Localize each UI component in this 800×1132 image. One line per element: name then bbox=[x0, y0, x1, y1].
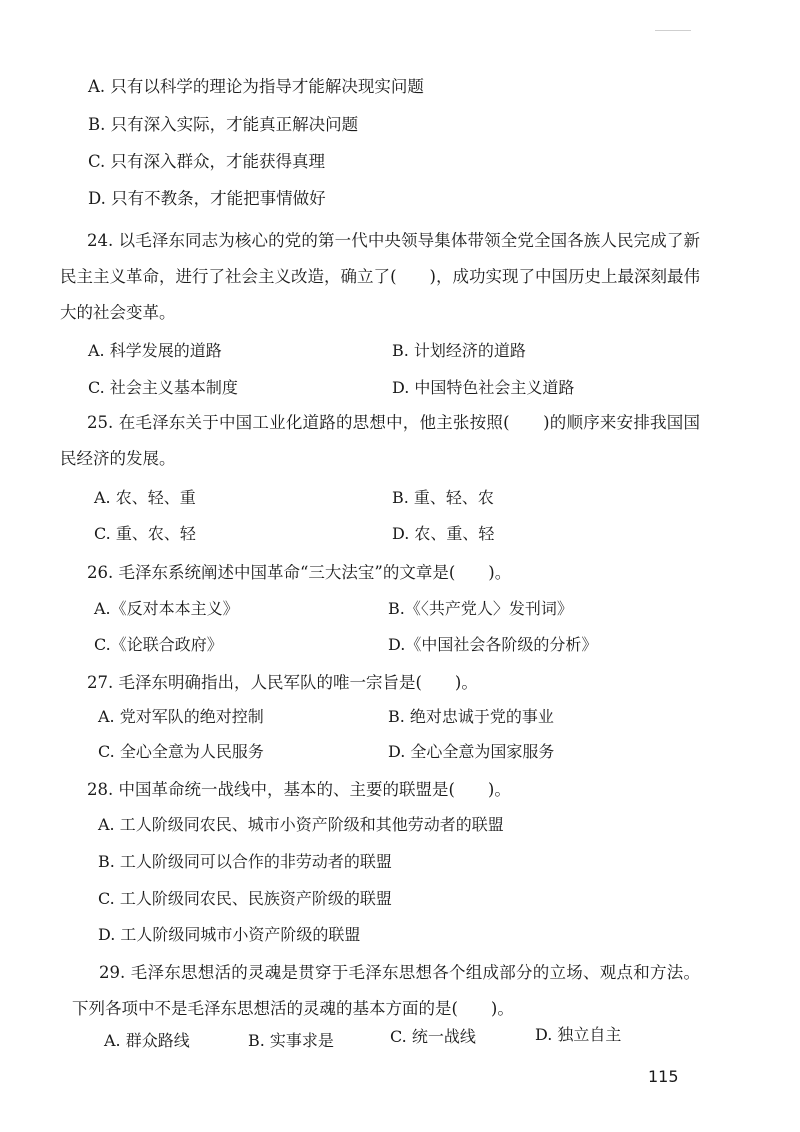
q27-option-d: D. 全心全意为国家服务 bbox=[388, 742, 555, 761]
q27-option-b: B. 绝对忠诚于党的事业 bbox=[388, 707, 554, 726]
q29-option-a: A. 群众路线 bbox=[104, 1031, 190, 1050]
q27-option-a: A. 党对军队的绝对控制 bbox=[98, 707, 264, 726]
q26-option-b: B.《〈共产党人〉发刊词》 bbox=[388, 599, 573, 618]
q28-option-a: A. 工人阶级同农民、城市小资产阶级和其他劳动者的联盟 bbox=[98, 815, 504, 834]
q23-option-d: D. 只有不教条，才能把事情做好 bbox=[88, 189, 326, 208]
q27-stem: 27. 毛泽东明确指出，人民军队的唯一宗旨是( )。 bbox=[87, 673, 478, 692]
q25-option-c: C. 重、农、轻 bbox=[94, 524, 196, 543]
q24-option-b: B. 计划经济的道路 bbox=[392, 341, 526, 360]
q29-stem: 29. 毛泽东思想活的灵魂是贯穿于毛泽东思想各个组成部分的立场、观点和方法。下列各项中不是毛泽东思想活的灵魂的基本方面的是( )。 bbox=[72, 963, 700, 1018]
q25-option-b: B. 重、轻、农 bbox=[392, 488, 494, 507]
q28-stem: 28. 中国革命统一战线中，基本的、主要的联盟是( )。 bbox=[87, 780, 511, 799]
page-number: 115 bbox=[648, 1067, 679, 1086]
q24-option-d: D. 中国特色社会主义道路 bbox=[392, 378, 575, 397]
q29-option-b: B. 实事求是 bbox=[248, 1031, 334, 1050]
q29-option-c: C. 统一战线 bbox=[390, 1027, 476, 1046]
q24-option-a: A. 科学发展的道路 bbox=[88, 341, 222, 360]
q28-option-d: D. 工人阶级同城市小资产阶级的联盟 bbox=[98, 925, 361, 944]
q28-option-c: C. 工人阶级同农民、民族资产阶级的联盟 bbox=[98, 889, 392, 908]
q25-option-d: D. 农、重、轻 bbox=[392, 524, 495, 543]
q26-option-c: C.《论联合政府》 bbox=[94, 635, 223, 654]
q27-option-c: C. 全心全意为人民服务 bbox=[98, 742, 264, 761]
q24-stem: 24. 以毛泽东同志为核心的党的第一代中央领导集体带领全党全国各族人民完成了新民主主义革命，进行了社会主义改造，确立了( )，成功实现了中国历史上最深刻最伟大的社会变革。 bbox=[60, 231, 700, 322]
q29-option-d: D. 独立自主 bbox=[535, 1025, 622, 1044]
q24-option-c: C. 社会主义基本制度 bbox=[88, 378, 238, 397]
q23-option-b: B. 只有深入实际，才能真正解决问题 bbox=[88, 115, 359, 134]
q26-option-a: A.《反对本本主义》 bbox=[94, 599, 239, 618]
q23-option-a: A. 只有以科学的理论为指导才能解决现实问题 bbox=[88, 77, 424, 96]
scan-artifact bbox=[655, 30, 691, 31]
q25-stem: 25. 在毛泽东关于中国工业化道路的思想中，他主张按照( )的顺序来安排我国国民经济的发展。 bbox=[60, 413, 700, 468]
q28-option-b: B. 工人阶级同可以合作的非劳动者的联盟 bbox=[98, 852, 392, 871]
q26-stem: 26. 毛泽东系统阐述中国革命“三大法宝”的文章是( )。 bbox=[87, 563, 512, 582]
q23-option-c: C. 只有深入群众，才能获得真理 bbox=[88, 152, 326, 171]
q26-option-d: D.《中国社会各阶级的分析》 bbox=[388, 635, 598, 654]
q25-option-a: A. 农、轻、重 bbox=[94, 488, 196, 507]
